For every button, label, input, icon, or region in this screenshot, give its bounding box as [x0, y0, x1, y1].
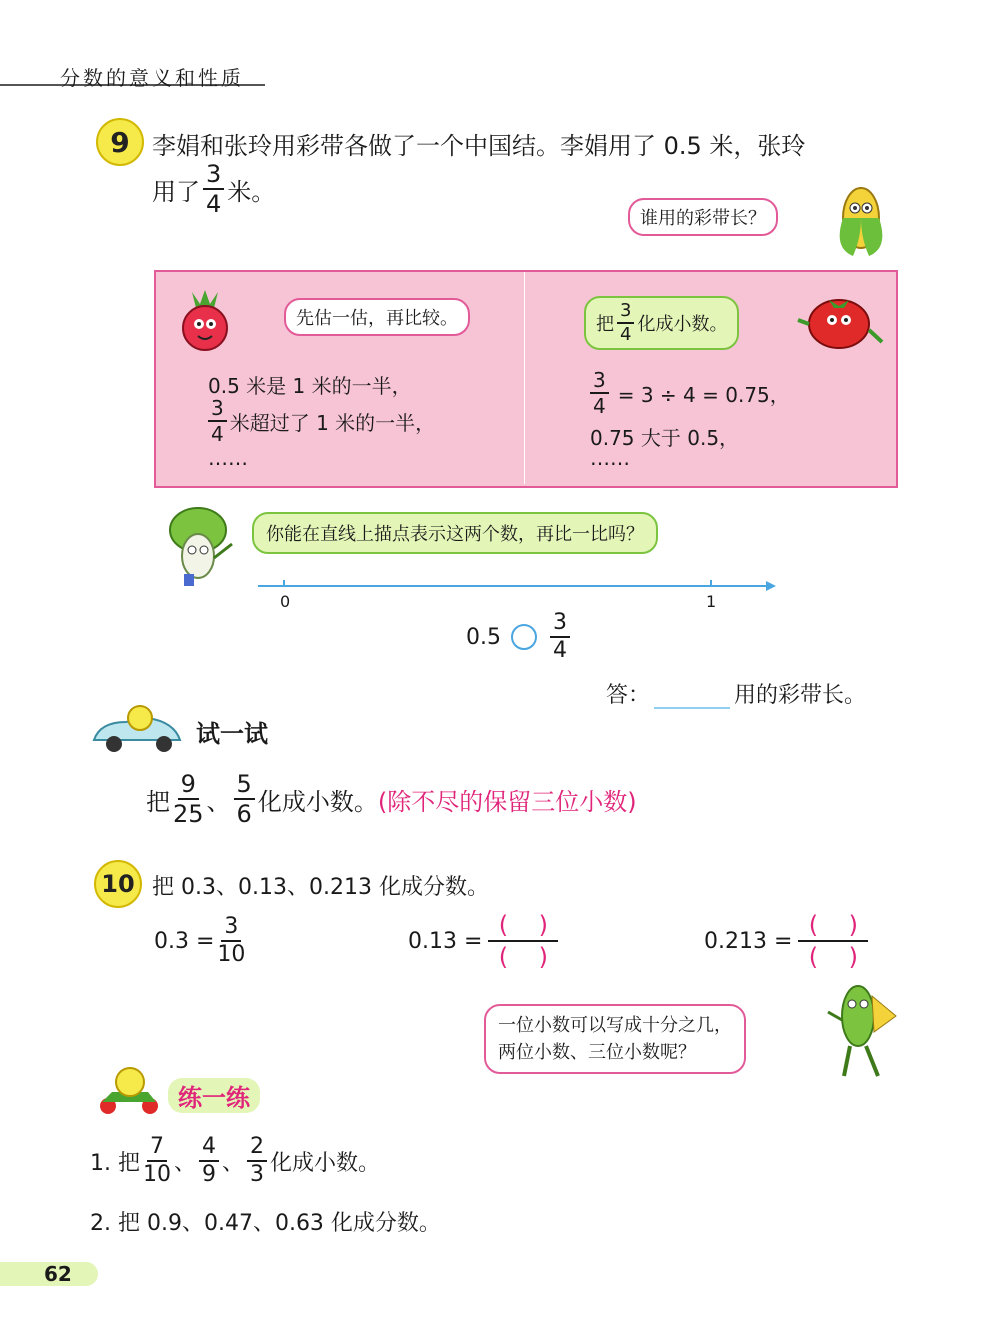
fraction-numerator: 7: [147, 1136, 167, 1162]
blank-fraction[interactable]: [488, 912, 558, 971]
right-line2: 0.75 大于 0.5，: [590, 426, 740, 450]
fraction-3-10: [217, 916, 245, 966]
hint-line1: 一位小数可以写成十分之几，: [498, 1015, 732, 1036]
answer-label: 答：: [606, 683, 651, 708]
fraction-3-4: [208, 398, 227, 444]
practice-title: 练一练: [168, 1078, 260, 1113]
problem-9-badge: [96, 118, 144, 166]
practice-item-1-sep2: 、: [222, 1150, 245, 1176]
fraction-denominator: 4: [620, 324, 632, 345]
problem-9-line1: 李娟和张玲用彩带各做了一个中国结。李娟用了 0.5 米，张玲: [152, 132, 806, 160]
problem-10-number: 10: [101, 870, 135, 898]
eq3-left: 0.213 =: [704, 928, 793, 954]
hint-bubble: [484, 1004, 746, 1074]
fraction-4-9: [199, 1136, 219, 1186]
page-number: 62: [44, 1262, 72, 1286]
left-line2: [208, 398, 435, 444]
fraction-numerator: 3: [221, 916, 241, 942]
number-line-prompt-bubble: 你能在直线上描点表示这两个数，再比一比吗？: [252, 512, 658, 554]
fraction-denominator: 9: [202, 1162, 216, 1187]
practice-item-1-post: 化成小数。: [270, 1150, 381, 1176]
fraction-denominator: 4: [553, 638, 567, 663]
try-it-pre: 把: [146, 787, 170, 816]
right-line3: ……: [590, 446, 630, 470]
left-line2-text: 米超过了 1 米的一半，: [229, 410, 436, 435]
blank-denominator[interactable]: ( ): [808, 943, 859, 972]
fraction-5-6: [234, 772, 255, 826]
fraction-denominator: 6: [236, 800, 252, 828]
problem-9-line2: [152, 162, 275, 216]
try-it-note: (除不尽的保留三位小数): [377, 787, 637, 816]
practice-item-2: 2. 把 0.9、0.47、0.63 化成分数。: [90, 1211, 441, 1236]
eq2: [408, 912, 558, 971]
cabbage-character-icon: [160, 500, 240, 590]
answer-line: [606, 678, 866, 709]
fraction-denominator: 10: [142, 1162, 171, 1187]
problem-10-text: 把 0.3、0.13、0.213 化成分数。: [152, 875, 489, 900]
compare-left: 0.5: [466, 624, 501, 650]
convert-bubble: [584, 296, 739, 350]
fraction-3-4: [550, 612, 570, 662]
fraction-9-25: [173, 772, 204, 826]
problem-9-line2-post: 米。: [227, 177, 276, 206]
convert-bubble-pre: 把: [596, 314, 614, 335]
practice-item-1-pre: 1. 把: [90, 1150, 140, 1176]
try-it-title: 试一试: [196, 720, 268, 748]
number-line: [258, 576, 778, 610]
answer-blank[interactable]: [654, 683, 730, 709]
right-line1-text: = 3 ÷ 4 = 0.75，: [617, 382, 790, 407]
blank-denominator[interactable]: ( ): [498, 943, 549, 972]
fraction-numerator: 5: [234, 772, 255, 800]
right-line1: [590, 370, 790, 416]
fraction-7-10: [143, 1136, 171, 1186]
fraction-bar: [798, 940, 868, 942]
fraction-denominator: 4: [211, 422, 224, 446]
eq2-left: 0.13 =: [408, 928, 483, 954]
problem-10-badge: [94, 860, 142, 908]
fraction-numerator: 3: [590, 370, 609, 394]
question-bubble: 谁用的彩带长？: [628, 198, 778, 236]
fraction-numerator: 3: [203, 162, 224, 190]
estimate-bubble: 先估一估，再比较。: [284, 298, 470, 336]
fraction-denominator: 10: [217, 942, 246, 967]
blank-numerator[interactable]: ( ): [808, 911, 859, 939]
fraction-numerator: 9: [178, 772, 199, 800]
fraction-denominator: 4: [206, 190, 222, 218]
compare-circle[interactable]: [511, 624, 537, 650]
eq1-left: 0.3 =: [154, 928, 215, 954]
fraction-denominator: 3: [250, 1162, 265, 1187]
fraction-denominator: 4: [593, 394, 606, 418]
blank-fraction[interactable]: [798, 912, 868, 971]
blank-numerator[interactable]: ( ): [498, 911, 549, 939]
car-character-icon: [90, 704, 186, 754]
fraction-3-4: [590, 370, 609, 416]
left-line3: ……: [208, 446, 248, 470]
fraction-bar: [488, 940, 558, 942]
try-it-line: [146, 772, 637, 826]
corn-character-icon: [828, 178, 894, 258]
practice-item-1: [90, 1136, 380, 1186]
problem-9-number: 9: [110, 125, 130, 159]
eq1: [154, 916, 248, 966]
left-line1: 0.5 米是 1 米的一半，: [208, 374, 412, 398]
radish-character-icon: [172, 288, 238, 354]
fraction-3-4: [203, 162, 224, 216]
fraction-3-4: [617, 302, 634, 344]
fraction-2-3: [247, 1136, 267, 1186]
tomato-character-icon: [794, 290, 884, 356]
fraction-numerator: 3: [550, 612, 570, 638]
fraction-numerator: 2: [247, 1136, 267, 1162]
answer-suffix: 用的彩带长。: [734, 683, 867, 708]
compare-expression: [466, 612, 573, 662]
hint-line2: 两位小数、三位小数呢？: [498, 1042, 696, 1063]
fraction-denominator: 25: [173, 800, 204, 828]
box-divider: [524, 272, 525, 484]
fraction-numerator: 4: [199, 1136, 219, 1162]
eq3: [704, 912, 868, 971]
corn-waving-character-icon: [822, 976, 902, 1080]
tick-label-1: 1: [706, 592, 717, 611]
practice-item-1-sep1: 、: [173, 1150, 196, 1176]
fraction-numerator: 3: [617, 302, 634, 324]
try-it-sep: 、: [206, 787, 231, 816]
try-it-post: 化成小数。: [257, 787, 378, 816]
fraction-numerator: 3: [208, 398, 227, 422]
convert-bubble-post: 化成小数。: [637, 314, 728, 335]
problem-9-line2-pre: 用了: [152, 177, 200, 206]
motorbike-character-icon: [92, 1066, 166, 1116]
header-title: 分数的意义和性质: [60, 66, 244, 90]
tick-label-0: 0: [280, 592, 291, 611]
